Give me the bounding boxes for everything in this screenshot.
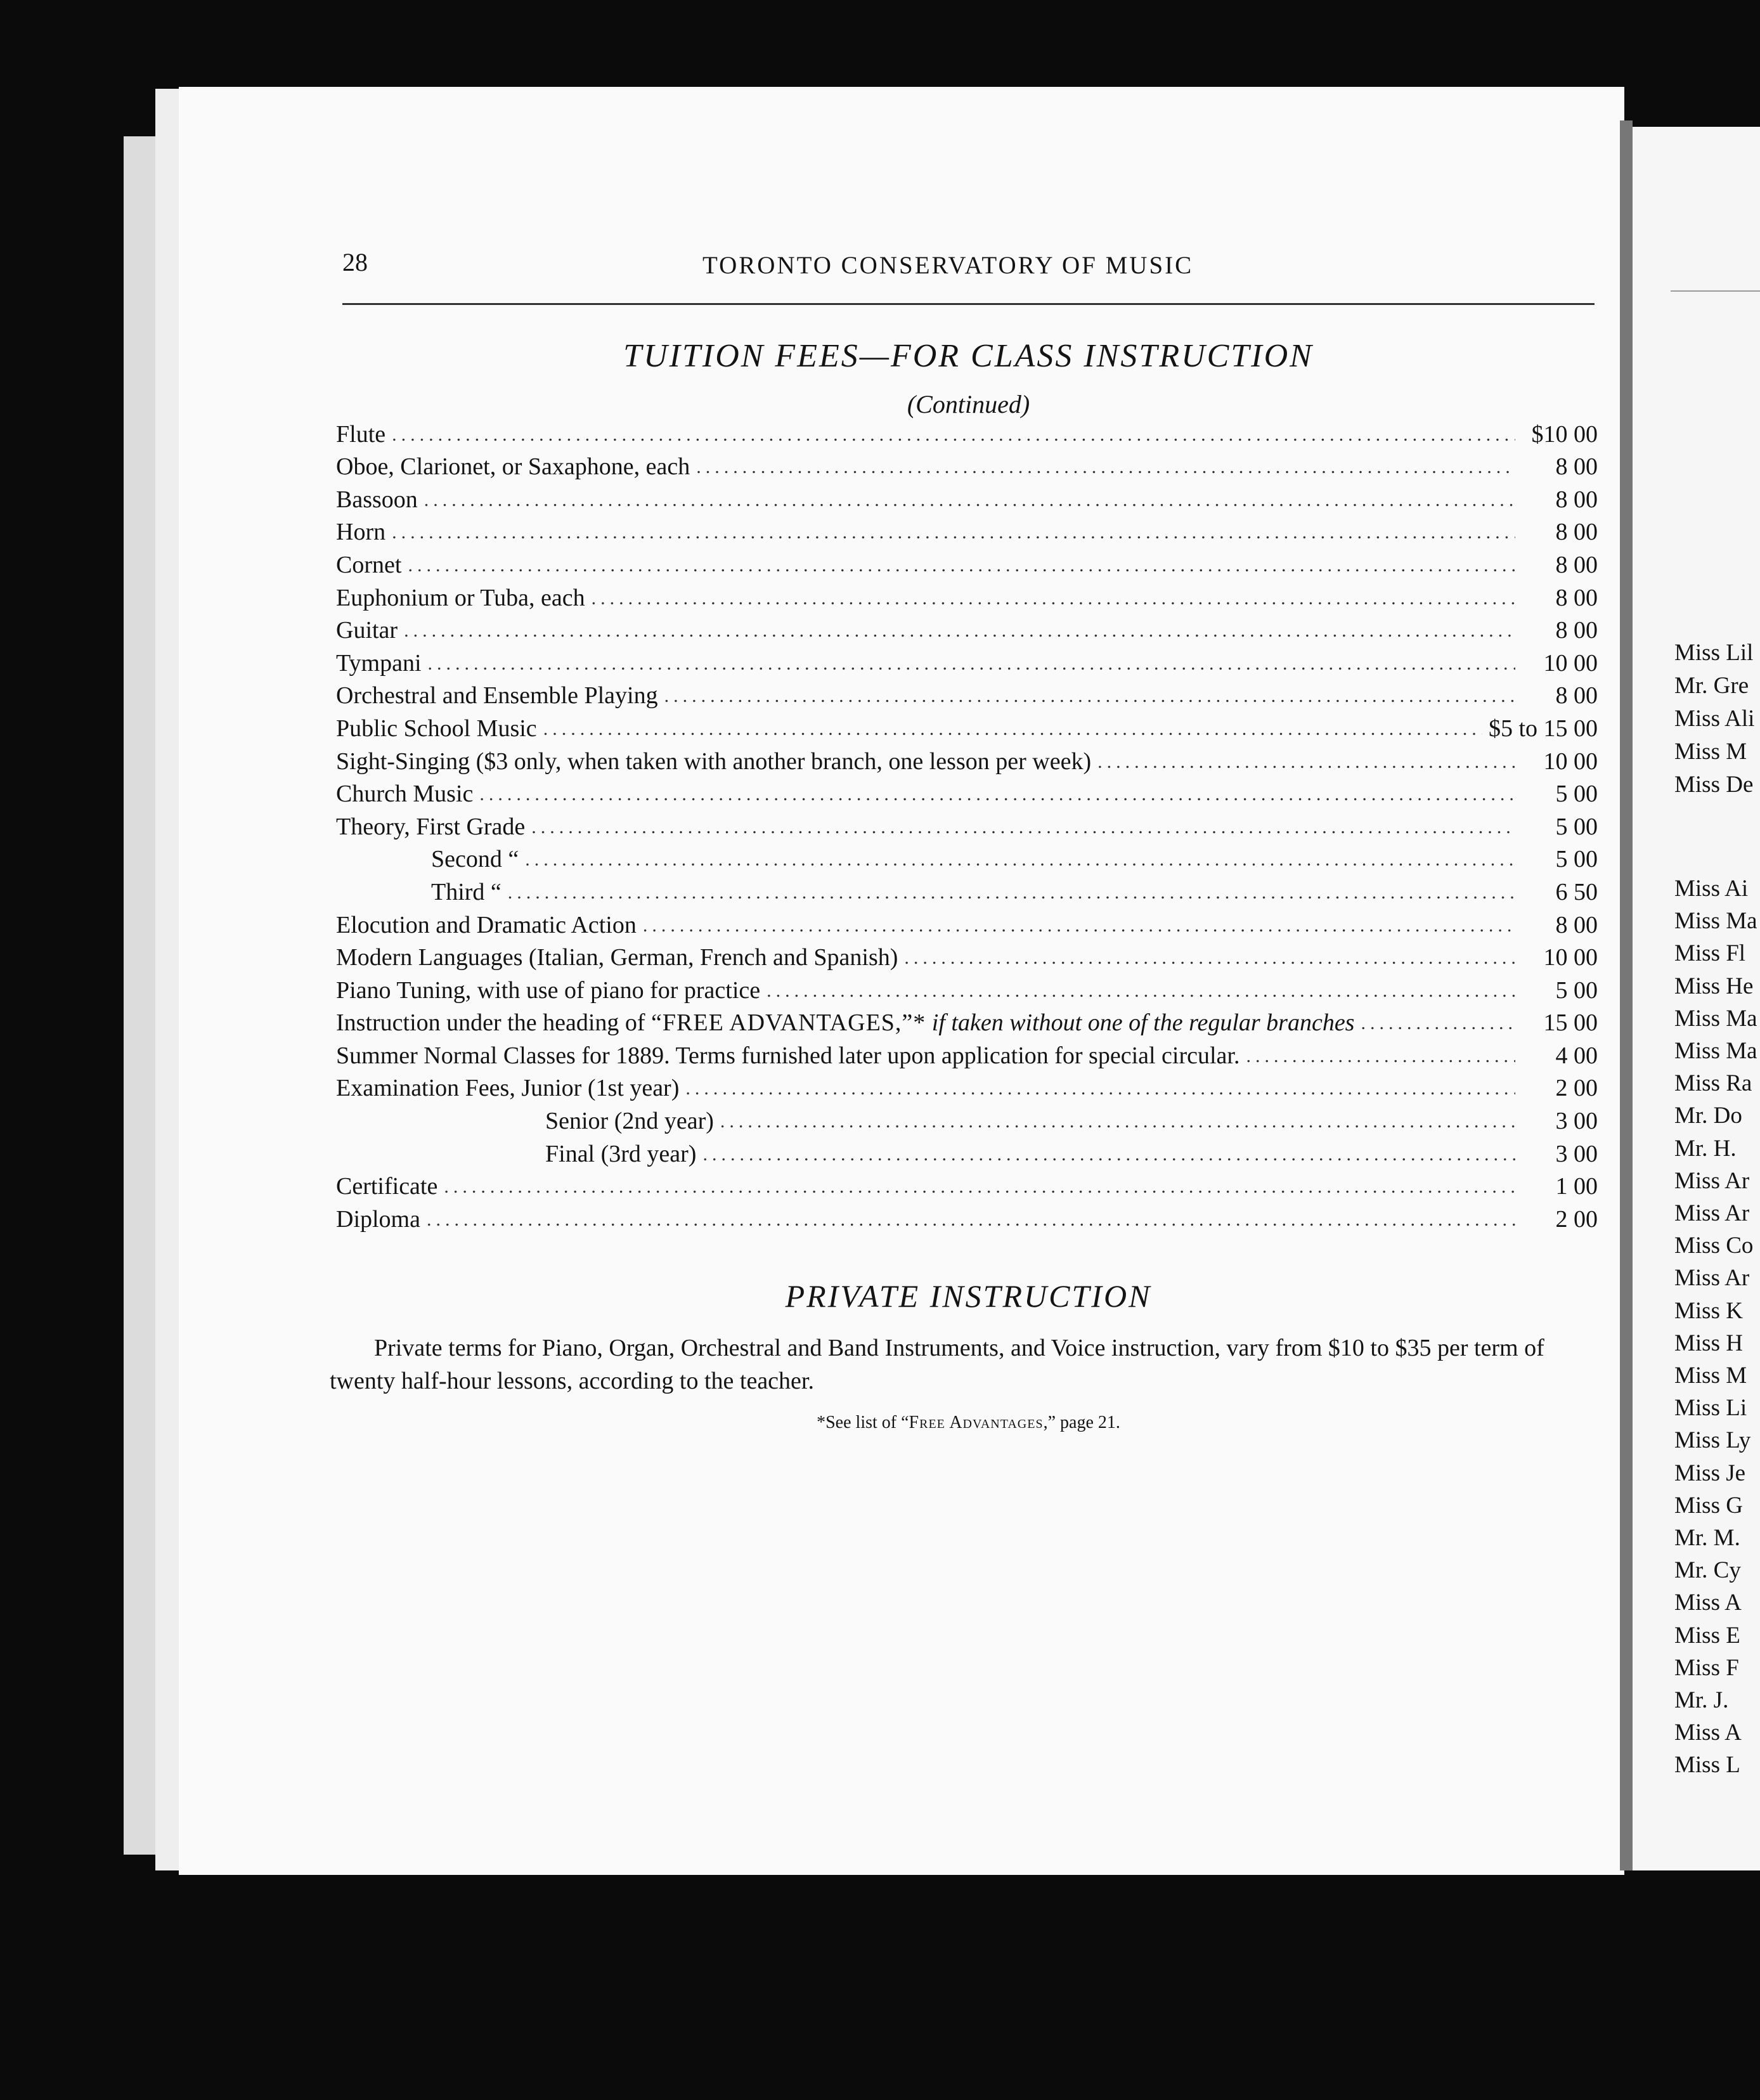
- fee-label: Final (3rd year): [545, 1140, 697, 1167]
- leader-dots: [408, 555, 1515, 579]
- fee-label: Diploma: [336, 1205, 420, 1233]
- section-title: TUITION FEES—FOR CLASS INSTRUCTION: [623, 338, 1314, 374]
- fee-row: [336, 775, 1598, 808]
- fee-row: [336, 1200, 1598, 1233]
- footnote-smallcaps: Free Advantages: [909, 1413, 1044, 1432]
- fee-row: [336, 546, 1598, 579]
- footnote: [342, 1413, 1595, 1433]
- fee-row: [336, 710, 1598, 742]
- fee-row: [336, 808, 1598, 841]
- fee-price: 3 00: [1555, 1108, 1598, 1135]
- leader-dots: [392, 522, 1515, 546]
- fee-row: [336, 906, 1598, 939]
- fee-row: [336, 579, 1598, 612]
- right-page-name: Miss Li: [1674, 1395, 1747, 1422]
- right-page-name: Miss Ma: [1674, 1005, 1757, 1032]
- fee-price: 5 00: [1555, 813, 1598, 840]
- right-page-name: Miss De: [1674, 772, 1754, 798]
- fee-label: Orchestral and Ensemble Playing: [336, 682, 658, 710]
- fee-label: Oboe, Clarionet, or Saxaphone, each: [336, 453, 690, 481]
- leader-dots: [531, 817, 1515, 841]
- leader-dots: [508, 882, 1515, 906]
- leader-dots: [767, 980, 1515, 1004]
- fee-price: 5 00: [1555, 781, 1598, 808]
- page-number: 28: [342, 248, 368, 276]
- book-spine: [1620, 120, 1633, 1870]
- leader-dots: [702, 1144, 1515, 1168]
- fee-label: Cornet: [336, 551, 402, 578]
- right-page-name: Miss Fl: [1674, 940, 1746, 967]
- leader-dots: [392, 424, 1515, 448]
- fee-row: [336, 971, 1598, 1004]
- right-page: [1633, 127, 1760, 1870]
- free-advantages-note: if taken without one of the regular branches: [931, 1009, 1355, 1037]
- fee-price: 8 00: [1555, 519, 1598, 546]
- fee-price: 8 00: [1555, 911, 1598, 938]
- fee-label: Second “: [431, 846, 519, 873]
- free-advantages-label: “FREE ADVANTAGES,”*: [651, 1009, 926, 1037]
- right-page-name: Miss Ar: [1674, 1200, 1750, 1226]
- private-instruction-title: PRIVATE INSTRUCTION: [785, 1278, 1152, 1314]
- right-page-name: Miss E: [1674, 1622, 1740, 1649]
- fee-price: 10 00: [1543, 649, 1598, 677]
- fee-row: [336, 1037, 1598, 1070]
- leader-dots: [427, 1209, 1515, 1233]
- fee-label: [336, 1009, 1354, 1037]
- fee-row: [336, 1168, 1598, 1201]
- fee-row: [336, 644, 1598, 677]
- fee-row: [336, 415, 1598, 448]
- fee-price: 6 50: [1555, 878, 1598, 905]
- leader-dots: [592, 588, 1515, 612]
- footnote-suffix: ,” page 21.: [1043, 1413, 1120, 1432]
- right-page-name: Miss H: [1674, 1330, 1743, 1356]
- right-page-name: Miss Ar: [1674, 1265, 1750, 1292]
- fee-row: [336, 677, 1598, 710]
- fee-row: [336, 612, 1598, 645]
- right-page-name: Miss M: [1674, 1363, 1747, 1389]
- right-page-name: Mr. Cy: [1674, 1557, 1741, 1584]
- fee-price: 2 00: [1555, 1205, 1598, 1233]
- fee-label: Bassoon: [336, 486, 418, 513]
- leader-dots: [904, 947, 1515, 971]
- right-page-name: Mr. Do: [1674, 1103, 1742, 1129]
- fee-price: 4 00: [1555, 1042, 1598, 1069]
- fee-row: [336, 873, 1598, 906]
- fee-label: Horn: [336, 519, 386, 546]
- header-rule: [342, 303, 1595, 305]
- fee-price: 10 00: [1543, 944, 1598, 971]
- fee-row: [336, 1135, 1598, 1168]
- right-page-name: Miss Lil: [1674, 640, 1754, 666]
- fee-label: Summer Normal Classes for 1889. Terms furnished later upon application for special circular.: [336, 1042, 1240, 1069]
- fee-label: Senior (2nd year): [545, 1108, 714, 1135]
- fee-label: Public School Music: [336, 715, 537, 742]
- fee-price: 15 00: [1543, 1009, 1598, 1037]
- leader-dots: [543, 718, 1482, 742]
- fee-label: Theory, First Grade: [336, 813, 526, 840]
- fee-row: [336, 481, 1598, 514]
- fee-list: [336, 415, 1598, 1233]
- leader-dots: [444, 1176, 1515, 1200]
- leader-dots: [424, 489, 1515, 514]
- fee-row: [336, 1004, 1598, 1037]
- page-header: [342, 241, 1598, 292]
- fee-price: $5 to 15 00: [1488, 715, 1598, 742]
- right-page-name: Miss He: [1674, 973, 1754, 999]
- leader-dots: [685, 1078, 1515, 1102]
- fee-label: Tympani: [336, 649, 422, 677]
- fee-price: 3 00: [1555, 1140, 1598, 1167]
- right-page-name: Miss Je: [1674, 1460, 1746, 1486]
- right-page-name: Mr. H.: [1674, 1135, 1737, 1162]
- fee-row: [336, 1102, 1598, 1135]
- right-page-name: Miss A: [1674, 1720, 1742, 1746]
- fee-price: 8 00: [1555, 682, 1598, 710]
- fee-label: Third “: [431, 878, 501, 905]
- right-page-name: Miss Ly: [1674, 1427, 1751, 1454]
- fee-price: 8 00: [1555, 453, 1598, 481]
- fee-price: 5 00: [1555, 846, 1598, 873]
- leader-dots: [1361, 1013, 1515, 1037]
- right-page-name: Miss F: [1674, 1654, 1739, 1681]
- leader-dots: [525, 849, 1515, 873]
- right-page-name: Miss Co: [1674, 1233, 1754, 1259]
- fee-price: 8 00: [1555, 486, 1598, 513]
- fee-label: Examination Fees, Junior (1st year): [336, 1075, 680, 1102]
- section-subtitle: (Continued): [907, 390, 1030, 418]
- fee-label-text: Instruction under the heading of: [336, 1009, 645, 1037]
- fee-row: [336, 939, 1598, 972]
- right-page-name: Miss G: [1674, 1492, 1743, 1519]
- right-page-name: Miss Ali: [1674, 706, 1755, 732]
- fee-label: Piano Tuning, with use of piano for practice: [336, 976, 761, 1004]
- fee-label: Certificate: [336, 1173, 438, 1200]
- running-title: TORONTO CONSERVATORY OF MUSIC: [702, 252, 1194, 279]
- right-page-name: Miss Ai: [1674, 876, 1749, 902]
- fee-row: [336, 1070, 1598, 1103]
- fee-price: $10 00: [1531, 420, 1598, 448]
- right-page-name: Miss Ar: [1674, 1167, 1750, 1194]
- right-page-name: Mr. M.: [1674, 1525, 1740, 1551]
- fee-label: Modern Languages (Italian, German, French and Spanish): [336, 944, 898, 971]
- right-page-name: Miss M: [1674, 739, 1747, 765]
- fee-row: [336, 448, 1598, 481]
- right-page-name: Miss Ra: [1674, 1070, 1752, 1097]
- fee-price: 1 00: [1555, 1173, 1598, 1200]
- right-page-name: Mr. Gre: [1674, 673, 1749, 699]
- leader-dots: [479, 784, 1515, 808]
- leader-dots: [720, 1111, 1515, 1135]
- leader-dots: [428, 653, 1515, 677]
- right-page-rule: [1671, 290, 1760, 292]
- right-page-name: Mr. J.: [1674, 1687, 1729, 1713]
- fee-label: Euphonium or Tuba, each: [336, 584, 585, 611]
- leader-dots: [1097, 751, 1515, 775]
- leader-dots: [404, 620, 1515, 644]
- fee-row: [336, 514, 1598, 547]
- right-page-name: Miss A: [1674, 1590, 1742, 1616]
- leader-dots: [664, 685, 1515, 710]
- leader-dots: [643, 915, 1515, 939]
- fee-label: Guitar: [336, 617, 398, 644]
- fee-price: 2 00: [1555, 1075, 1598, 1102]
- fee-row: [336, 841, 1598, 874]
- fee-label: Church Music: [336, 781, 474, 808]
- page-edge: [155, 89, 181, 1870]
- right-page-name: Miss K: [1674, 1297, 1743, 1324]
- fee-label: Flute: [336, 420, 386, 448]
- fee-label: Elocution and Dramatic Action: [336, 911, 637, 938]
- private-instruction-text: Private terms for Piano, Organ, Orchestral and Band Instruments, and Voice instruction, vary from $10 to $35 per term of twenty half-hour lessons, according to the teacher.: [330, 1335, 1544, 1394]
- leader-dots: [696, 457, 1515, 481]
- fee-price: 10 00: [1543, 748, 1598, 775]
- leader-dots: [1246, 1046, 1515, 1070]
- right-page-name: Miss L: [1674, 1752, 1740, 1779]
- right-page-name: Miss Ma: [1674, 908, 1757, 935]
- fee-price: 8 00: [1555, 551, 1598, 578]
- fee-label: Sight-Singing ($3 only, when taken with another branch, one lesson per week): [336, 748, 1092, 775]
- fee-price: 8 00: [1555, 617, 1598, 644]
- fee-price: 5 00: [1555, 976, 1598, 1004]
- fee-row: [336, 742, 1598, 775]
- footnote-prefix: *See list of “: [817, 1413, 909, 1432]
- fee-price: 8 00: [1555, 584, 1598, 611]
- right-page-name: Miss Ma: [1674, 1038, 1757, 1064]
